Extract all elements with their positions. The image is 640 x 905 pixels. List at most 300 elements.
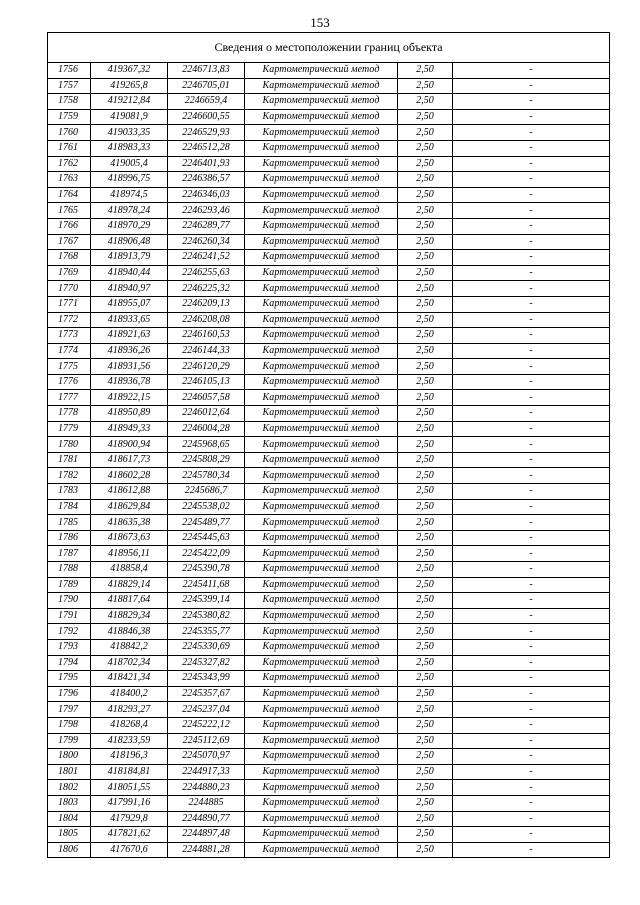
description-cell: - bbox=[453, 390, 610, 406]
determination-method-cell: Картометрический метод bbox=[245, 686, 398, 702]
coordinate-y-cell: 2245411,68 bbox=[168, 577, 245, 593]
table-row bbox=[48, 63, 610, 79]
coordinate-x-cell: 418858,4 bbox=[91, 562, 168, 578]
accuracy-cell: 2,50 bbox=[398, 328, 453, 344]
table-row bbox=[48, 827, 610, 843]
coordinate-x-cell: 418940,97 bbox=[91, 281, 168, 297]
table-row bbox=[48, 281, 610, 297]
determination-method-cell: Картометрический метод bbox=[245, 94, 398, 110]
determination-method-cell: Картометрический метод bbox=[245, 484, 398, 500]
accuracy-cell: 2,50 bbox=[398, 702, 453, 718]
determination-method-cell: Картометрический метод bbox=[245, 577, 398, 593]
accuracy-cell: 2,50 bbox=[398, 203, 453, 219]
determination-method-cell: Картометрический метод bbox=[245, 639, 398, 655]
point-number-cell: 1795 bbox=[48, 671, 91, 687]
accuracy-cell: 2,50 bbox=[398, 94, 453, 110]
table-row bbox=[48, 811, 610, 827]
table-row bbox=[48, 390, 610, 406]
accuracy-cell: 2,50 bbox=[398, 374, 453, 390]
accuracy-cell: 2,50 bbox=[398, 63, 453, 79]
table-row bbox=[48, 296, 610, 312]
coordinate-x-cell: 418970,29 bbox=[91, 218, 168, 234]
coordinate-y-cell: 2245327,82 bbox=[168, 655, 245, 671]
description-cell: - bbox=[453, 468, 610, 484]
table-row bbox=[48, 530, 610, 546]
coordinate-y-cell: 2245357,67 bbox=[168, 686, 245, 702]
coordinate-x-cell: 418184,81 bbox=[91, 764, 168, 780]
determination-method-cell: Картометрический метод bbox=[245, 702, 398, 718]
description-cell: - bbox=[453, 218, 610, 234]
point-number-cell: 1805 bbox=[48, 827, 91, 843]
determination-method-cell: Картометрический метод bbox=[245, 593, 398, 609]
determination-method-cell: Картометрический метод bbox=[245, 250, 398, 266]
determination-method-cell: Картометрический метод bbox=[245, 172, 398, 188]
determination-method-cell: Картометрический метод bbox=[245, 795, 398, 811]
coordinate-x-cell: 418268,4 bbox=[91, 717, 168, 733]
coordinate-x-cell: 417991,16 bbox=[91, 795, 168, 811]
accuracy-cell: 2,50 bbox=[398, 593, 453, 609]
description-cell: - bbox=[453, 827, 610, 843]
description-cell: - bbox=[453, 655, 610, 671]
coordinate-x-cell: 418906,48 bbox=[91, 234, 168, 250]
table-row bbox=[48, 655, 610, 671]
point-number-cell: 1792 bbox=[48, 624, 91, 640]
boundary-table-container bbox=[47, 32, 609, 858]
determination-method-cell: Картометрический метод bbox=[245, 218, 398, 234]
determination-method-cell: Картометрический метод bbox=[245, 359, 398, 375]
description-cell: - bbox=[453, 702, 610, 718]
coordinate-x-cell: 418983,33 bbox=[91, 140, 168, 156]
table-row bbox=[48, 343, 610, 359]
point-number-cell: 1778 bbox=[48, 406, 91, 422]
point-number-cell: 1804 bbox=[48, 811, 91, 827]
coordinate-y-cell: 2245445,63 bbox=[168, 530, 245, 546]
description-cell: - bbox=[453, 250, 610, 266]
accuracy-cell: 2,50 bbox=[398, 468, 453, 484]
determination-method-cell: Картометрический метод bbox=[245, 811, 398, 827]
table-row bbox=[48, 468, 610, 484]
coordinate-y-cell: 2246144,33 bbox=[168, 343, 245, 359]
coordinate-x-cell: 419033,35 bbox=[91, 125, 168, 141]
table-row bbox=[48, 359, 610, 375]
determination-method-cell: Картометрический метод bbox=[245, 421, 398, 437]
table-title: Сведения о местоположении границ объекта bbox=[48, 33, 610, 63]
table-row bbox=[48, 795, 610, 811]
point-number-cell: 1802 bbox=[48, 780, 91, 796]
coordinate-x-cell: 419265,8 bbox=[91, 78, 168, 94]
point-number-cell: 1781 bbox=[48, 452, 91, 468]
coordinate-x-cell: 418635,38 bbox=[91, 515, 168, 531]
coordinate-x-cell: 418956,11 bbox=[91, 546, 168, 562]
determination-method-cell: Картометрический метод bbox=[245, 312, 398, 328]
accuracy-cell: 2,50 bbox=[398, 234, 453, 250]
coordinate-x-cell: 419081,9 bbox=[91, 109, 168, 125]
description-cell: - bbox=[453, 374, 610, 390]
table-row bbox=[48, 265, 610, 281]
coordinate-x-cell: 418846,38 bbox=[91, 624, 168, 640]
description-cell: - bbox=[453, 265, 610, 281]
accuracy-cell: 2,50 bbox=[398, 359, 453, 375]
description-cell: - bbox=[453, 140, 610, 156]
determination-method-cell: Картометрический метод bbox=[245, 63, 398, 79]
table-row bbox=[48, 203, 610, 219]
table-row bbox=[48, 515, 610, 531]
coordinate-x-cell: 417670,6 bbox=[91, 842, 168, 858]
accuracy-cell: 2,50 bbox=[398, 499, 453, 515]
coordinate-y-cell: 2246241,52 bbox=[168, 250, 245, 266]
description-cell: - bbox=[453, 639, 610, 655]
table-row bbox=[48, 499, 610, 515]
description-cell: - bbox=[453, 421, 610, 437]
description-cell: - bbox=[453, 312, 610, 328]
coordinate-x-cell: 418293,27 bbox=[91, 702, 168, 718]
determination-method-cell: Картометрический метод bbox=[245, 281, 398, 297]
coordinate-y-cell: 2246260,34 bbox=[168, 234, 245, 250]
coordinate-y-cell: 2246120,29 bbox=[168, 359, 245, 375]
point-number-cell: 1758 bbox=[48, 94, 91, 110]
accuracy-cell: 2,50 bbox=[398, 187, 453, 203]
determination-method-cell: Картометрический метод bbox=[245, 406, 398, 422]
determination-method-cell: Картометрический метод bbox=[245, 203, 398, 219]
coordinate-y-cell: 2246057,58 bbox=[168, 390, 245, 406]
description-cell: - bbox=[453, 203, 610, 219]
coordinate-y-cell: 2246255,63 bbox=[168, 265, 245, 281]
coordinate-y-cell: 2246004,28 bbox=[168, 421, 245, 437]
coordinate-y-cell: 2245112,69 bbox=[168, 733, 245, 749]
accuracy-cell: 2,50 bbox=[398, 749, 453, 765]
description-cell: - bbox=[453, 562, 610, 578]
description-cell: - bbox=[453, 593, 610, 609]
coordinate-x-cell: 418900,94 bbox=[91, 437, 168, 453]
coordinate-x-cell: 418933,65 bbox=[91, 312, 168, 328]
determination-method-cell: Картометрический метод bbox=[245, 515, 398, 531]
determination-method-cell: Картометрический метод bbox=[245, 624, 398, 640]
coordinate-x-cell: 418617,73 bbox=[91, 452, 168, 468]
determination-method-cell: Картометрический метод bbox=[245, 655, 398, 671]
coordinate-x-cell: 418829,14 bbox=[91, 577, 168, 593]
description-cell: - bbox=[453, 764, 610, 780]
point-number-cell: 1793 bbox=[48, 639, 91, 655]
determination-method-cell: Картометрический метод bbox=[245, 733, 398, 749]
description-cell: - bbox=[453, 624, 610, 640]
description-cell: - bbox=[453, 78, 610, 94]
point-number-cell: 1797 bbox=[48, 702, 91, 718]
description-cell: - bbox=[453, 780, 610, 796]
table-row bbox=[48, 562, 610, 578]
description-cell: - bbox=[453, 530, 610, 546]
table-row bbox=[48, 94, 610, 110]
determination-method-cell: Картометрический метод bbox=[245, 140, 398, 156]
accuracy-cell: 2,50 bbox=[398, 842, 453, 858]
table-row bbox=[48, 312, 610, 328]
point-number-cell: 1799 bbox=[48, 733, 91, 749]
accuracy-cell: 2,50 bbox=[398, 250, 453, 266]
coordinate-y-cell: 2245686,7 bbox=[168, 484, 245, 500]
table-row bbox=[48, 608, 610, 624]
accuracy-cell: 2,50 bbox=[398, 421, 453, 437]
point-number-cell: 1759 bbox=[48, 109, 91, 125]
coordinate-x-cell: 418612,88 bbox=[91, 484, 168, 500]
table-row bbox=[48, 484, 610, 500]
coordinate-x-cell: 418702,34 bbox=[91, 655, 168, 671]
accuracy-cell: 2,50 bbox=[398, 671, 453, 687]
accuracy-cell: 2,50 bbox=[398, 733, 453, 749]
point-number-cell: 1772 bbox=[48, 312, 91, 328]
point-number-cell: 1769 bbox=[48, 265, 91, 281]
accuracy-cell: 2,50 bbox=[398, 390, 453, 406]
coordinate-x-cell: 418602,28 bbox=[91, 468, 168, 484]
point-number-cell: 1800 bbox=[48, 749, 91, 765]
table-row bbox=[48, 156, 610, 172]
point-number-cell: 1767 bbox=[48, 234, 91, 250]
coordinate-y-cell: 2245399,14 bbox=[168, 593, 245, 609]
coordinate-y-cell: 2246208,08 bbox=[168, 312, 245, 328]
coordinate-y-cell: 2245422,09 bbox=[168, 546, 245, 562]
table-row bbox=[48, 374, 610, 390]
point-number-cell: 1771 bbox=[48, 296, 91, 312]
description-cell: - bbox=[453, 296, 610, 312]
coordinate-x-cell: 418233,59 bbox=[91, 733, 168, 749]
description-cell: - bbox=[453, 406, 610, 422]
coordinate-x-cell: 419367,32 bbox=[91, 63, 168, 79]
coordinate-x-cell: 418842,2 bbox=[91, 639, 168, 655]
determination-method-cell: Картометрический метод bbox=[245, 608, 398, 624]
coordinate-y-cell: 2245808,29 bbox=[168, 452, 245, 468]
determination-method-cell: Картометрический метод bbox=[245, 78, 398, 94]
page-number: 153 bbox=[310, 15, 330, 30]
coordinate-x-cell: 418629,84 bbox=[91, 499, 168, 515]
description-cell: - bbox=[453, 811, 610, 827]
coordinate-x-cell: 418051,55 bbox=[91, 780, 168, 796]
point-number-cell: 1783 bbox=[48, 484, 91, 500]
accuracy-cell: 2,50 bbox=[398, 639, 453, 655]
description-cell: - bbox=[453, 109, 610, 125]
point-number-cell: 1762 bbox=[48, 156, 91, 172]
description-cell: - bbox=[453, 795, 610, 811]
table-row bbox=[48, 140, 610, 156]
determination-method-cell: Картометрический метод bbox=[245, 374, 398, 390]
coordinate-y-cell: 2244880,23 bbox=[168, 780, 245, 796]
coordinate-y-cell: 2245355,77 bbox=[168, 624, 245, 640]
coordinate-y-cell: 2246401,93 bbox=[168, 156, 245, 172]
point-number-cell: 1761 bbox=[48, 140, 91, 156]
description-cell: - bbox=[453, 608, 610, 624]
table-row bbox=[48, 437, 610, 453]
determination-method-cell: Картометрический метод bbox=[245, 328, 398, 344]
table-row bbox=[48, 218, 610, 234]
accuracy-cell: 2,50 bbox=[398, 546, 453, 562]
determination-method-cell: Картометрический метод bbox=[245, 156, 398, 172]
point-number-cell: 1803 bbox=[48, 795, 91, 811]
accuracy-cell: 2,50 bbox=[398, 437, 453, 453]
determination-method-cell: Картометрический метод bbox=[245, 499, 398, 515]
coordinate-x-cell: 418913,79 bbox=[91, 250, 168, 266]
description-cell: - bbox=[453, 125, 610, 141]
determination-method-cell: Картометрический метод bbox=[245, 437, 398, 453]
accuracy-cell: 2,50 bbox=[398, 827, 453, 843]
description-cell: - bbox=[453, 577, 610, 593]
accuracy-cell: 2,50 bbox=[398, 686, 453, 702]
point-number-cell: 1798 bbox=[48, 717, 91, 733]
table-row bbox=[48, 421, 610, 437]
coordinate-x-cell: 418996,75 bbox=[91, 172, 168, 188]
point-number-cell: 1774 bbox=[48, 343, 91, 359]
table-row bbox=[48, 328, 610, 344]
coordinate-x-cell: 418936,26 bbox=[91, 343, 168, 359]
accuracy-cell: 2,50 bbox=[398, 811, 453, 827]
coordinate-y-cell: 2246289,77 bbox=[168, 218, 245, 234]
coordinate-y-cell: 2245222,12 bbox=[168, 717, 245, 733]
coordinate-x-cell: 418673,63 bbox=[91, 530, 168, 546]
coordinate-y-cell: 2245380,82 bbox=[168, 608, 245, 624]
accuracy-cell: 2,50 bbox=[398, 608, 453, 624]
description-cell: - bbox=[453, 343, 610, 359]
accuracy-cell: 2,50 bbox=[398, 78, 453, 94]
table-body bbox=[48, 63, 610, 858]
table-row bbox=[48, 234, 610, 250]
point-number-cell: 1806 bbox=[48, 842, 91, 858]
coordinate-y-cell: 2246659,4 bbox=[168, 94, 245, 110]
determination-method-cell: Картометрический метод bbox=[245, 343, 398, 359]
boundary-coordinates-table bbox=[47, 32, 610, 858]
coordinate-x-cell: 418978,24 bbox=[91, 203, 168, 219]
table-row bbox=[48, 702, 610, 718]
determination-method-cell: Картометрический метод bbox=[245, 546, 398, 562]
coordinate-y-cell: 2245538,02 bbox=[168, 499, 245, 515]
coordinate-y-cell: 2246512,28 bbox=[168, 140, 245, 156]
description-cell: - bbox=[453, 484, 610, 500]
point-number-cell: 1766 bbox=[48, 218, 91, 234]
description-cell: - bbox=[453, 156, 610, 172]
point-number-cell: 1773 bbox=[48, 328, 91, 344]
table-row bbox=[48, 78, 610, 94]
coordinate-x-cell: 418817,64 bbox=[91, 593, 168, 609]
table-row bbox=[48, 639, 610, 655]
coordinate-y-cell: 2245489,77 bbox=[168, 515, 245, 531]
accuracy-cell: 2,50 bbox=[398, 218, 453, 234]
coordinate-x-cell: 418950,89 bbox=[91, 406, 168, 422]
point-number-cell: 1791 bbox=[48, 608, 91, 624]
description-cell: - bbox=[453, 187, 610, 203]
coordinate-y-cell: 2246160,53 bbox=[168, 328, 245, 344]
description-cell: - bbox=[453, 234, 610, 250]
table-row bbox=[48, 717, 610, 733]
point-number-cell: 1777 bbox=[48, 390, 91, 406]
coordinate-y-cell: 2246346,03 bbox=[168, 187, 245, 203]
coordinate-x-cell: 418974,5 bbox=[91, 187, 168, 203]
accuracy-cell: 2,50 bbox=[398, 281, 453, 297]
table-row bbox=[48, 593, 610, 609]
point-number-cell: 1756 bbox=[48, 63, 91, 79]
coordinate-x-cell: 418400,2 bbox=[91, 686, 168, 702]
point-number-cell: 1787 bbox=[48, 546, 91, 562]
coordinate-x-cell: 418421,34 bbox=[91, 671, 168, 687]
point-number-cell: 1785 bbox=[48, 515, 91, 531]
determination-method-cell: Картометрический метод bbox=[245, 780, 398, 796]
description-cell: - bbox=[453, 842, 610, 858]
accuracy-cell: 2,50 bbox=[398, 780, 453, 796]
coordinate-y-cell: 2245780,34 bbox=[168, 468, 245, 484]
table-row bbox=[48, 546, 610, 562]
coordinate-x-cell: 418949,33 bbox=[91, 421, 168, 437]
table-row bbox=[48, 187, 610, 203]
accuracy-cell: 2,50 bbox=[398, 172, 453, 188]
coordinate-y-cell: 2246386,57 bbox=[168, 172, 245, 188]
point-number-cell: 1775 bbox=[48, 359, 91, 375]
determination-method-cell: Картометрический метод bbox=[245, 562, 398, 578]
accuracy-cell: 2,50 bbox=[398, 452, 453, 468]
point-number-cell: 1796 bbox=[48, 686, 91, 702]
description-cell: - bbox=[453, 749, 610, 765]
determination-method-cell: Картометрический метод bbox=[245, 125, 398, 141]
determination-method-cell: Картометрический метод bbox=[245, 671, 398, 687]
determination-method-cell: Картометрический метод bbox=[245, 109, 398, 125]
accuracy-cell: 2,50 bbox=[398, 406, 453, 422]
table-row bbox=[48, 109, 610, 125]
table-row bbox=[48, 764, 610, 780]
description-cell: - bbox=[453, 546, 610, 562]
point-number-cell: 1784 bbox=[48, 499, 91, 515]
accuracy-cell: 2,50 bbox=[398, 140, 453, 156]
description-cell: - bbox=[453, 499, 610, 515]
point-number-cell: 1788 bbox=[48, 562, 91, 578]
accuracy-cell: 2,50 bbox=[398, 717, 453, 733]
coordinate-x-cell: 418829,34 bbox=[91, 608, 168, 624]
table-row bbox=[48, 577, 610, 593]
determination-method-cell: Картометрический метод bbox=[245, 468, 398, 484]
coordinate-x-cell: 418955,07 bbox=[91, 296, 168, 312]
table-row bbox=[48, 125, 610, 141]
description-cell: - bbox=[453, 63, 610, 79]
point-number-cell: 1757 bbox=[48, 78, 91, 94]
coordinate-y-cell: 2245330,69 bbox=[168, 639, 245, 655]
description-cell: - bbox=[453, 328, 610, 344]
table-row bbox=[48, 250, 610, 266]
coordinate-x-cell: 419005,4 bbox=[91, 156, 168, 172]
coordinate-y-cell: 2246529,93 bbox=[168, 125, 245, 141]
coordinate-y-cell: 2246293,46 bbox=[168, 203, 245, 219]
determination-method-cell: Картометрический метод bbox=[245, 530, 398, 546]
coordinate-y-cell: 2246713,83 bbox=[168, 63, 245, 79]
accuracy-cell: 2,50 bbox=[398, 125, 453, 141]
table-row bbox=[48, 842, 610, 858]
point-number-cell: 1786 bbox=[48, 530, 91, 546]
accuracy-cell: 2,50 bbox=[398, 577, 453, 593]
description-cell: - bbox=[453, 733, 610, 749]
coordinate-y-cell: 2244917,33 bbox=[168, 764, 245, 780]
determination-method-cell: Картометрический метод bbox=[245, 827, 398, 843]
point-number-cell: 1765 bbox=[48, 203, 91, 219]
description-cell: - bbox=[453, 717, 610, 733]
determination-method-cell: Картометрический метод bbox=[245, 390, 398, 406]
coordinate-y-cell: 2245070,97 bbox=[168, 749, 245, 765]
determination-method-cell: Картометрический метод bbox=[245, 265, 398, 281]
accuracy-cell: 2,50 bbox=[398, 343, 453, 359]
accuracy-cell: 2,50 bbox=[398, 312, 453, 328]
table-row bbox=[48, 749, 610, 765]
point-number-cell: 1776 bbox=[48, 374, 91, 390]
determination-method-cell: Картометрический метод bbox=[245, 296, 398, 312]
coordinate-y-cell: 2245390,78 bbox=[168, 562, 245, 578]
coordinate-y-cell: 2244885 bbox=[168, 795, 245, 811]
table-row bbox=[48, 686, 610, 702]
point-number-cell: 1794 bbox=[48, 655, 91, 671]
coordinate-y-cell: 2246705,01 bbox=[168, 78, 245, 94]
accuracy-cell: 2,50 bbox=[398, 624, 453, 640]
point-number-cell: 1763 bbox=[48, 172, 91, 188]
coordinate-y-cell: 2244890,77 bbox=[168, 811, 245, 827]
determination-method-cell: Картометрический метод bbox=[245, 764, 398, 780]
